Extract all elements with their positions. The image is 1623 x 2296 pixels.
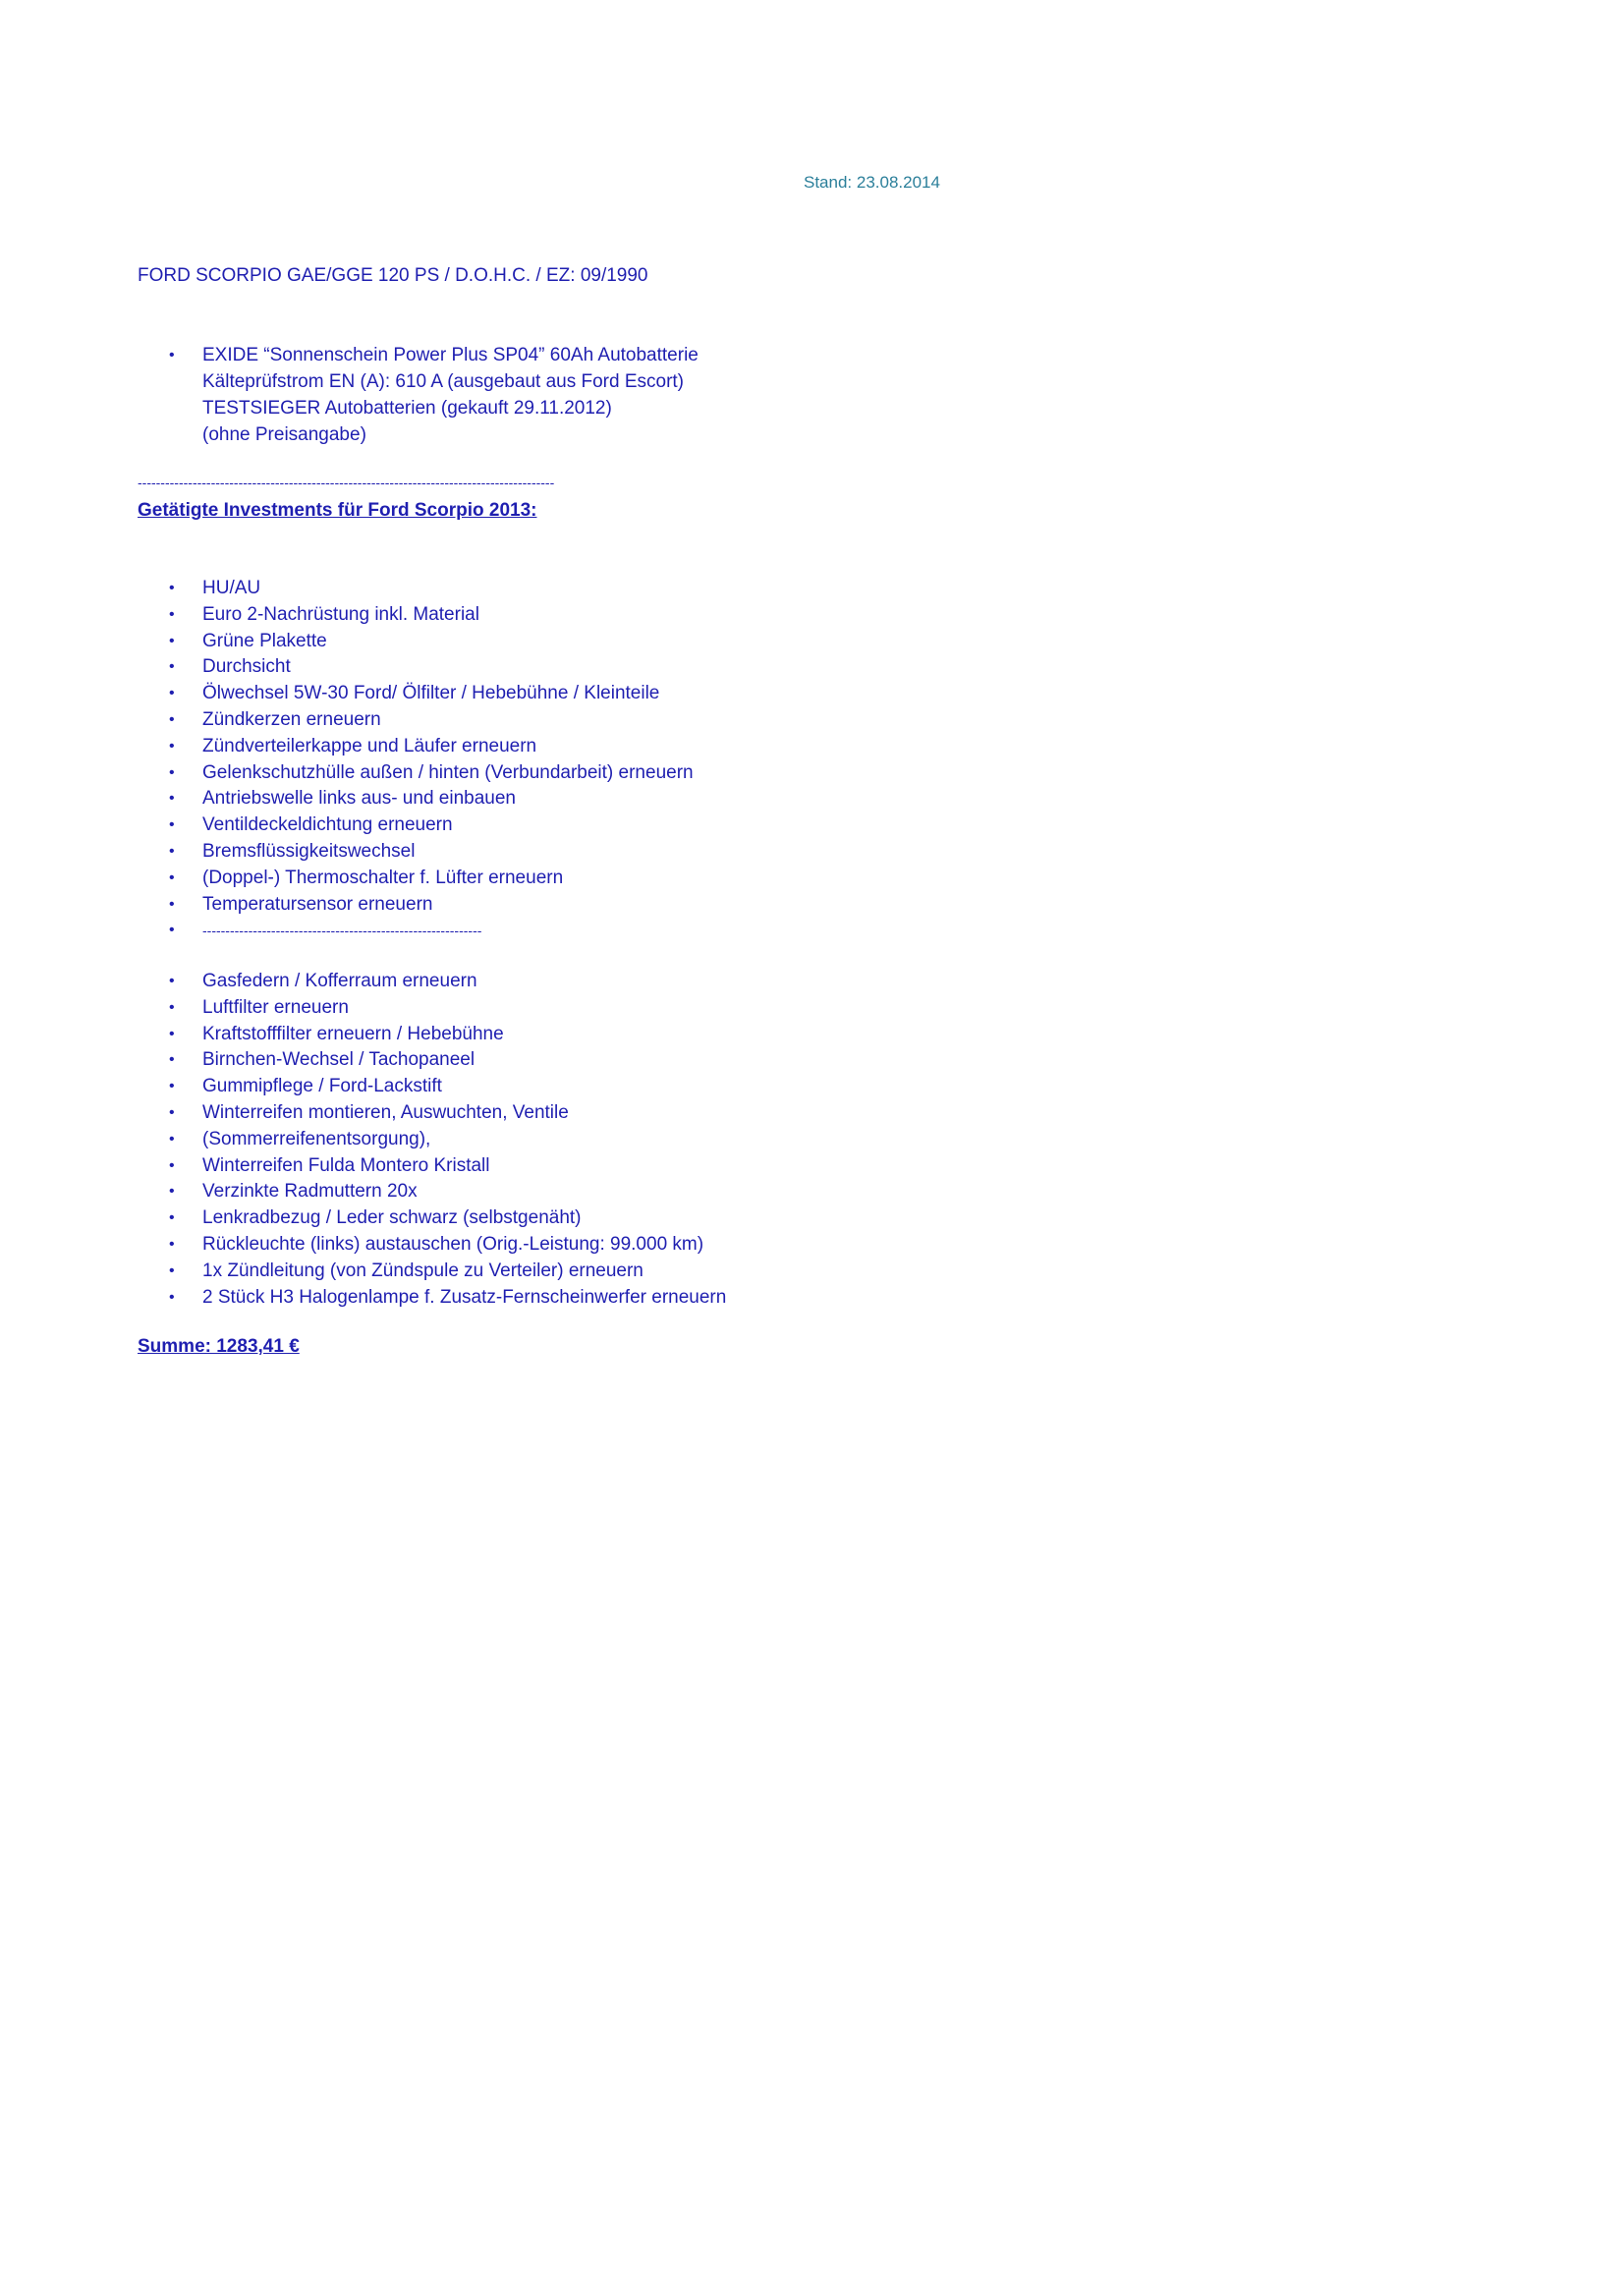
bullet-icon: • <box>169 816 175 834</box>
list-item <box>169 812 694 839</box>
bullet-icon: • <box>169 998 175 1016</box>
bullet-icon: • <box>169 632 175 649</box>
list-item-text: Durchsicht <box>202 656 291 678</box>
bullet-icon: • <box>169 973 175 989</box>
bullet-icon: • <box>169 685 175 702</box>
list-item-text: Gelenkschutzhülle außen / hinten (Verbundarbeit) erneuern <box>202 761 694 783</box>
list-item <box>169 1100 726 1127</box>
total-sum: Summe: 1283,41 € <box>138 1336 300 1357</box>
section-heading: Getätigte Investments für Ford Scorpio 2013: <box>138 500 537 521</box>
list-item-text: Gummipflege / Ford-Lackstift <box>202 1076 442 1097</box>
list-item-text: Winterreifen montieren, Auswuchten, Ventile <box>202 1101 569 1123</box>
list-item <box>169 918 694 944</box>
list-item <box>169 892 694 919</box>
bullet-icon: • <box>169 922 175 939</box>
list-item-text: ------------------------------------------------------------- <box>202 923 482 939</box>
bullet-icon: • <box>169 1025 175 1042</box>
list-item-text: Temperatursensor erneuern <box>202 893 433 915</box>
list-item <box>169 654 694 681</box>
battery-line: TESTSIEGER Autobatterien (gekauft 29.11.2012) <box>202 398 612 419</box>
list-item <box>169 1179 726 1205</box>
list-item-text: Winterreifen Fulda Montero Kristall <box>202 1154 490 1176</box>
battery-line: Kälteprüfstrom EN (A): 610 A (ausgebaut aus Ford Escort) <box>202 371 685 392</box>
list-item <box>169 1232 726 1259</box>
bullet-icon: • <box>169 1051 175 1069</box>
list-item-text: Gasfedern / Kofferraum erneuern <box>202 971 477 991</box>
bullet-icon: • <box>169 347 175 364</box>
bullet-icon: • <box>169 842 175 860</box>
list-item-text: Kraftstofffilter erneuern / Hebebühne <box>202 1023 504 1044</box>
investment-list-2 <box>169 969 726 1311</box>
bullet-icon: • <box>169 1209 175 1227</box>
bullet-icon: • <box>169 790 175 808</box>
list-item-text: Zündverteilerkappe und Läufer erneuern <box>202 735 537 756</box>
bullet-icon: • <box>169 580 175 596</box>
list-item-text: HU/AU <box>202 578 261 598</box>
list-item-text: Ventildeckeldichtung erneuern <box>202 814 453 836</box>
list-item-text: Rückleuchte (links) austauschen (Orig.-Leistung: 99.000 km) <box>202 1233 704 1255</box>
list-item-text: Ölwechsel 5W-30 Ford/ Ölfilter / Hebebühne / Kleinteile <box>202 683 660 704</box>
list-item-text: Lenkradbezug / Leder schwarz (selbstgenäht) <box>202 1207 582 1229</box>
investment-list-1 <box>169 576 694 944</box>
list-item <box>169 1074 726 1100</box>
list-item-text: 2 Stück H3 Halogenlampe f. Zusatz-Fernscheinwerfer erneuern <box>202 1286 727 1308</box>
bullet-icon: • <box>169 1183 175 1201</box>
list-item <box>169 629 694 655</box>
list-item-text: Euro 2-Nachrüstung inkl. Material <box>202 603 479 625</box>
list-item <box>169 969 726 995</box>
list-item <box>169 1285 726 1312</box>
list-item <box>169 1022 726 1048</box>
list-item <box>169 602 694 629</box>
list-item-text: Luftfilter erneuern <box>202 996 349 1018</box>
bullet-icon: • <box>169 1103 175 1121</box>
list-item <box>169 1127 726 1153</box>
bullet-icon: • <box>169 710 175 728</box>
list-item <box>169 1205 726 1232</box>
list-item <box>169 1153 726 1180</box>
document-date: Stand: 23.08.2014 <box>804 173 940 192</box>
list-item <box>169 786 694 812</box>
list-item <box>169 1047 726 1074</box>
list-item <box>169 760 694 787</box>
vehicle-title: FORD SCORPIO GAE/GGE 120 PS / D.O.H.C. / EZ: 09/1990 <box>138 265 648 286</box>
bullet-icon: • <box>169 1288 175 1306</box>
list-item-text: Verzinkte Radmuttern 20x <box>202 1181 418 1203</box>
list-item <box>169 839 694 866</box>
list-item-text: Bremsflüssigkeitswechsel <box>202 840 416 862</box>
list-item-text: 1x Zündleitung (von Zündspule zu Verteiler) erneuern <box>202 1260 644 1281</box>
list-item <box>169 707 694 734</box>
bullet-icon: • <box>169 1261 175 1279</box>
list-item-text: Birnchen-Wechsel / Tachopaneel <box>202 1049 476 1071</box>
list-item <box>169 576 694 602</box>
list-item-text: (Doppel-) Thermoschalter f. Lüfter erneuern <box>202 867 564 888</box>
list-item-text: Zündkerzen erneuern <box>202 708 381 730</box>
battery-line: (ohne Preisangabe) <box>202 424 366 445</box>
bullet-icon: • <box>169 868 175 886</box>
list-item <box>169 1259 726 1285</box>
list-item <box>169 866 694 892</box>
list-item-text: Grüne Plakette <box>202 630 327 651</box>
bullet-icon: • <box>169 737 175 755</box>
bullet-icon: • <box>169 763 175 781</box>
list-item <box>169 681 694 707</box>
section-divider: ------------------------------------------------------------------------------------------- <box>138 475 555 490</box>
list-item-text: (Sommerreifenentsorgung), <box>202 1128 431 1149</box>
list-item <box>169 995 726 1022</box>
bullet-icon: • <box>169 1078 175 1095</box>
list-item <box>169 734 694 760</box>
bullet-icon: • <box>169 605 175 623</box>
bullet-icon: • <box>169 658 175 676</box>
list-item-text: Antriebswelle links aus- und einbauen <box>202 788 516 810</box>
battery-info-item <box>169 342 699 448</box>
battery-line: EXIDE “Sonnenschein Power Plus SP04” 60Ah Autobatterie <box>202 345 699 365</box>
bullet-icon: • <box>169 1130 175 1148</box>
bullet-icon: • <box>169 1156 175 1174</box>
bullet-icon: • <box>169 895 175 913</box>
bullet-icon: • <box>169 1235 175 1253</box>
